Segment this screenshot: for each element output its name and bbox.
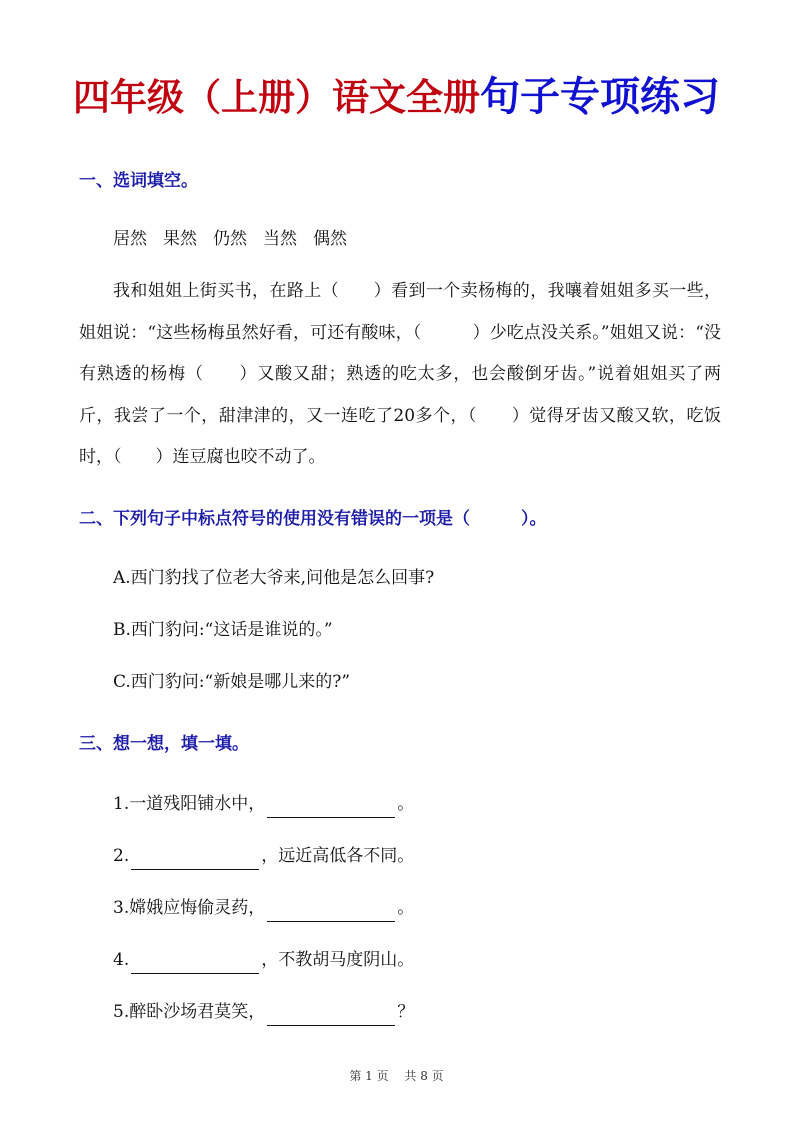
section-3-heading: 三、想一想，填一填。 (79, 734, 249, 754)
item-text: ？ (397, 1002, 415, 1022)
item-number: 2. (113, 846, 130, 866)
answer-blank[interactable] (267, 1005, 395, 1026)
paragraph-text: ）觉得牙齿又酸又软，吃饭时，（ (79, 405, 721, 467)
answer-blank[interactable] (131, 953, 259, 974)
option-c: C.西门豹问:“新娘是哪儿来的?” (113, 672, 351, 692)
option-a: A.西门豹找了位老大爷来,问他是怎么回事? (113, 568, 435, 588)
title-part-1: 四年级（上册）语文全册 (73, 75, 480, 119)
poem-item-4 (113, 946, 414, 974)
item-text: 一道残阳铺水中， (129, 794, 266, 814)
item-number: 4. (113, 950, 130, 970)
page-footer: 第 1 页 共 8 页 (349, 1069, 444, 1083)
answer-blank[interactable] (267, 901, 395, 922)
section-1-heading: 一、选词填空。 (79, 171, 198, 191)
item-text: 。 (397, 898, 415, 918)
word-choice: 仍然 (213, 229, 247, 249)
paragraph-text: ）连豆腐也咬不动了。 (155, 447, 326, 467)
word-choices (113, 225, 363, 253)
item-text: ，远近高低各不同。 (261, 846, 415, 866)
paragraph-text: ）少吃点没关系。”姐姐又说：“没有熟透的杨梅（ (79, 322, 721, 384)
fill-in-paragraph (79, 271, 721, 479)
word-choice: 当然 (263, 229, 297, 249)
paragraph-text: ）看到一个卖杨梅的，我嚷着姐姐多买一些，姐姐说：“这些杨梅虽然好看，可还有酸味，（ (79, 281, 722, 343)
word-choice: 果然 (163, 229, 197, 249)
item-text: 醉卧沙场君莫笑， (129, 1002, 266, 1022)
item-text: 嫦娥应悔偷灵药， (129, 898, 266, 918)
poem-item-1 (113, 790, 414, 818)
item-number: 5. (113, 1002, 130, 1022)
section-2-heading: 二、下列句子中标点符号的使用没有错误的一项是（ ）。 (79, 509, 547, 529)
word-choice: 偶然 (313, 229, 347, 249)
paragraph-text: ）又酸又甜；熟透的吃太多，也会酸倒牙齿。”说着姐姐买了两斤，我尝了一个，甜津津的，又一连吃了20多个，（ (79, 364, 721, 426)
item-text: 。 (397, 794, 415, 814)
paragraph-text: 我和姐姐上街买书，在路上（ (113, 281, 339, 301)
poem-item-3 (113, 894, 414, 922)
poem-item-2 (113, 842, 414, 870)
answer-blank[interactable] (131, 849, 259, 870)
item-number: 3. (113, 898, 130, 918)
poem-item-5 (113, 998, 414, 1026)
item-text: ，不教胡马度阴山。 (261, 950, 415, 970)
document-title (0, 72, 793, 122)
option-b: B.西门豹问:“这话是谁说的。” (113, 620, 333, 640)
answer-blank[interactable] (267, 797, 395, 818)
item-number: 1. (113, 794, 130, 814)
title-part-2: 句子专项练习 (480, 73, 720, 120)
word-choice: 居然 (113, 229, 147, 249)
